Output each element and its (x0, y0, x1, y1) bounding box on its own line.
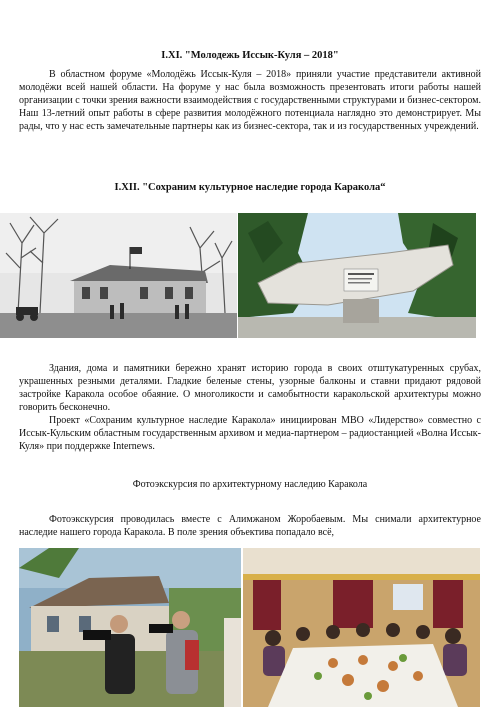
stone-monument-photo (238, 213, 476, 338)
historic-house-photo (0, 213, 237, 338)
paragraph-project: Проект «Сохраним культурное наследие Каракола» инициирован МВО «Лидерство» совместно с Иссык-Кульским областным государственным архивом и медиа-партнером – радиостанцией «Волна Иссык-Куля» при поддержке Internews. (19, 415, 481, 452)
section-heading-cultural-heritage: I.XII. "Сохраним культурное наследие города Каракола“ (114, 182, 386, 193)
paragraph-photo-tour: Фотоэкскурсия проводилась вместе с Алимжаном Жоробаевым. Мы снимали архитектурное наследие нашего города Каракола. В поле зрения объектива попадало всё, (19, 514, 481, 538)
group-dinner-photo (243, 548, 480, 707)
paragraph-architecture: Здания, дома и памятники бережно хранят историю города в своих отштукатуренных срубах, украшенных резными деталями. Гладкие беленые стены, узорные балконы и ставни придают рядовой застройке Каракола особое обаяние. О многоликости и самобытности каракольской архитектуры можно говорить бесконечно. (19, 363, 481, 413)
photo-tour-caption: Фотоэкскурсия по архитектурному наследию Каракола (132, 479, 368, 490)
photographers-photo (19, 548, 241, 707)
section-heading-youth-forum: I.XI. "Молодежь Иссык-Куля – 2018" (161, 50, 339, 61)
paragraph-youth-forum: В областном форуме «Молодёжь Иссык-Куля – 2018» приняли участие представители активной молодёжи всей нашей области. На форуме у нас была возможность презентовать итоги работы нашей организации с точки зрения важности взаимодействия с государственными структурами и бизнес-сектором. Наш 13-летний опыт работы в сфере развития молодёжного потенциала наглядно это демонстрирует. Мы рады, что у нас есть замечательные партнеры как из бизнес-сектора, так и из государственных учреждений. (19, 69, 481, 132)
